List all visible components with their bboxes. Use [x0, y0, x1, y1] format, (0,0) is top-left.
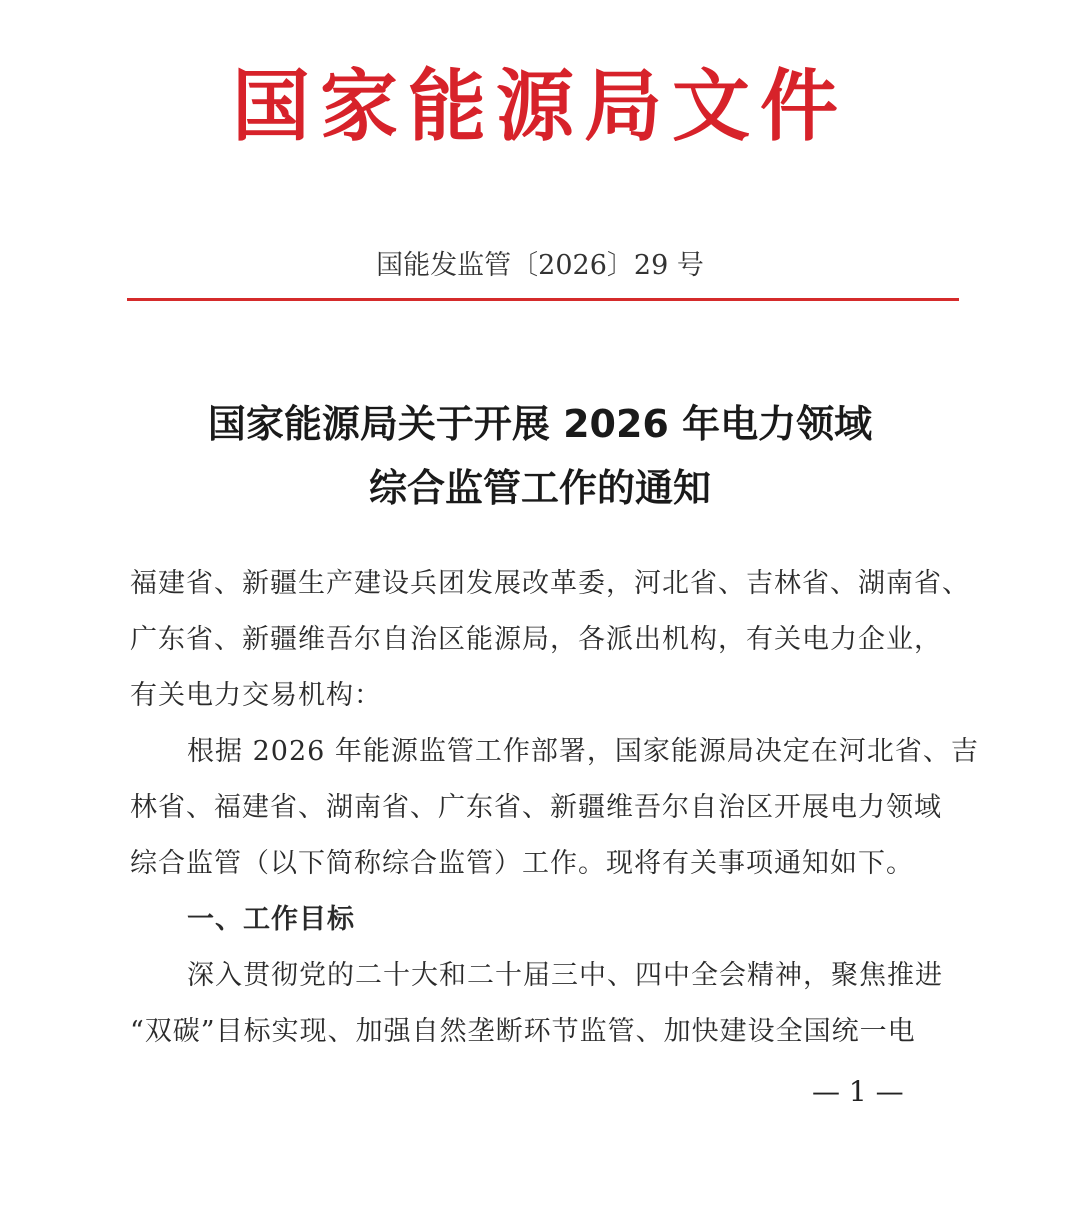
paragraph-2-line-1: 深入贯彻党的二十大和二十届三中、四中全会精神，聚焦推进 — [187, 960, 943, 991]
addressee-line-1: 福建省、新疆生产建设兵团发展改革委，河北省、吉林省、湖南省、 — [130, 568, 970, 599]
paragraph-1-line-3: 综合监管（以下简称综合监管）工作。现将有关事项通知如下。 — [130, 848, 914, 879]
title-line-2: 综合监管工作的通知 — [368, 466, 711, 510]
title-line-1: 国家能源局关于开展 2026 年电力领域 — [207, 402, 873, 446]
document-masthead: 国家能源局文件 — [231, 62, 848, 152]
addressee-line-3: 有关电力交易机构： — [130, 680, 382, 711]
document-title — [0, 392, 1080, 520]
document-number: 国能发监管〔2026〕29 号 — [376, 250, 704, 281]
paragraph-1-line-1: 根据 2026 年能源监管工作部署，国家能源局决定在河北省、吉 — [187, 736, 979, 767]
paragraph-2-line-2: “双碳”目标实现、加强自然垄断环节监管、加快建设全国统一电 — [130, 1016, 916, 1047]
document-body — [130, 556, 979, 1060]
paragraph-1-line-2: 林省、福建省、湖南省、广东省、新疆维吾尔自治区开展电力领域 — [130, 792, 942, 823]
page-number: — 1 — — [812, 1075, 904, 1108]
section-1-heading: 一、工作目标 — [187, 904, 355, 935]
red-divider-line — [127, 298, 959, 301]
addressee-line-2: 广东省、新疆维吾尔自治区能源局，各派出机构，有关电力企业， — [130, 624, 942, 655]
